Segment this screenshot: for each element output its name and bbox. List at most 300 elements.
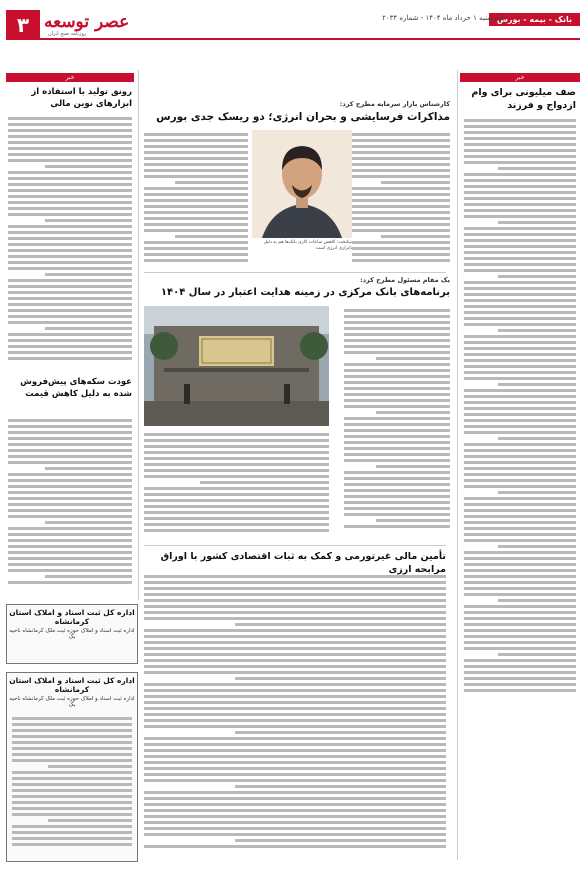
body-text-line — [464, 515, 576, 518]
body-text-line — [464, 377, 576, 380]
body-text-line — [144, 133, 248, 136]
body-text-line — [8, 527, 132, 530]
body-text-line — [144, 139, 248, 142]
main-story-body — [352, 130, 450, 270]
main-story-body-2 — [144, 130, 248, 270]
body-text-line — [144, 469, 329, 472]
body-text-line — [144, 199, 248, 202]
body-text-line — [344, 435, 450, 438]
body-text-line — [144, 791, 446, 794]
body-text-line — [8, 309, 132, 312]
body-text-line — [498, 275, 576, 278]
body-text-line — [498, 221, 576, 224]
body-text-line — [376, 411, 450, 414]
body-text-line — [352, 169, 450, 172]
body-text-line — [144, 809, 446, 812]
body-text-line — [144, 457, 329, 460]
body-text-line — [464, 119, 576, 122]
body-text-line — [144, 647, 446, 650]
body-text-line — [464, 191, 576, 194]
body-text-line — [344, 471, 450, 474]
ad-subtitle: اداره ثبت اسناد و املاک حوزه ثبت ملک کرمانشاه ناحیه یک — [9, 628, 135, 640]
body-text-line — [464, 665, 576, 668]
body-text-line — [464, 605, 576, 608]
story-two-kicker: یک مقام مسئول مطرح کرد: — [360, 276, 450, 284]
body-text-line — [235, 785, 446, 788]
body-text-line — [144, 737, 446, 740]
body-text-line — [8, 473, 132, 476]
body-text-line — [144, 773, 446, 776]
body-text-line — [344, 381, 450, 384]
body-text-line — [352, 163, 450, 166]
body-text-line — [144, 695, 446, 698]
body-text-line — [352, 247, 450, 250]
body-text-line — [376, 519, 450, 522]
body-text-line — [12, 837, 132, 840]
body-text-line — [8, 551, 132, 554]
body-text-line — [12, 789, 132, 792]
body-text-line — [12, 807, 132, 810]
body-text-line — [144, 641, 446, 644]
body-text-line — [45, 219, 132, 222]
body-text-line — [352, 199, 450, 202]
body-text-line — [464, 443, 576, 446]
body-text-line — [464, 389, 576, 392]
left-column-headline-2: عودت سکه‌های پیش‌فروش شده به دلیل کاهش قیمت — [20, 377, 132, 399]
body-text-line — [464, 497, 576, 500]
body-text-line — [344, 327, 450, 330]
body-text-line — [48, 819, 132, 822]
body-text-line — [8, 431, 132, 434]
body-text-line — [8, 515, 132, 518]
body-text-line — [8, 297, 132, 300]
body-text-line — [464, 293, 576, 296]
body-text-line — [8, 195, 132, 198]
body-text-line — [8, 285, 132, 288]
body-text-line — [144, 169, 248, 172]
body-text-line — [464, 587, 576, 590]
body-text-line — [464, 473, 576, 476]
body-text-line — [12, 771, 132, 774]
body-text-line — [8, 497, 132, 500]
body-text-line — [8, 117, 132, 120]
body-text-line — [352, 157, 450, 160]
body-text-line — [144, 211, 248, 214]
body-text-line — [175, 181, 248, 184]
body-text-line — [8, 533, 132, 536]
body-text-line — [464, 425, 576, 428]
body-text-line — [344, 501, 450, 504]
body-text-line — [8, 255, 132, 258]
body-text-line — [464, 239, 576, 242]
body-text-line — [45, 467, 132, 470]
body-text-line — [376, 357, 450, 360]
body-text-line — [344, 441, 450, 444]
body-text-line — [464, 503, 576, 506]
body-text-line — [464, 593, 576, 596]
body-text-line — [344, 495, 450, 498]
body-text-line — [498, 329, 576, 332]
body-text-line — [464, 557, 576, 560]
body-text-line — [352, 229, 450, 232]
body-text-line — [8, 249, 132, 252]
body-text-line — [8, 147, 132, 150]
body-text-line — [144, 487, 329, 490]
body-text-line — [344, 507, 450, 510]
body-text-line — [45, 575, 132, 578]
body-text-line — [8, 569, 132, 572]
body-text-line — [8, 491, 132, 494]
body-text-line — [144, 163, 248, 166]
body-text-line — [144, 145, 248, 148]
ad-subtitle: اداره ثبت اسناد و املاک حوزه ثبت ملک کرمانشاه ناحیه یک — [9, 696, 135, 708]
body-text-line — [464, 683, 576, 686]
body-text-line — [464, 161, 576, 164]
body-text-line — [8, 357, 132, 360]
body-text-line — [144, 187, 248, 190]
body-text-line — [144, 223, 248, 226]
page-number: ۳ — [6, 10, 40, 40]
body-text-line — [8, 563, 132, 566]
body-text-line — [464, 455, 576, 458]
story-divider — [144, 272, 446, 273]
body-text-line — [344, 393, 450, 396]
body-text-line — [344, 363, 450, 366]
body-text-line — [352, 217, 450, 220]
body-text-line — [45, 521, 132, 524]
body-text-line — [235, 623, 446, 626]
body-text-line — [8, 237, 132, 240]
body-text-line — [200, 481, 330, 484]
body-text-line — [144, 175, 248, 178]
body-text-line — [352, 193, 450, 196]
body-text-line — [8, 437, 132, 440]
body-text-line — [12, 783, 132, 786]
body-text-line — [464, 527, 576, 530]
body-text-line — [498, 491, 576, 494]
main-story-headline: مذاکرات فرسایشی و بحران انرژی؛ دو ریسک جدی بورس — [156, 111, 450, 123]
body-text-line — [144, 653, 446, 656]
body-text-line — [352, 145, 450, 148]
body-text-line — [45, 165, 132, 168]
body-text-line — [464, 629, 576, 632]
body-text-line — [464, 311, 576, 314]
body-text-line — [144, 719, 446, 722]
body-text-line — [144, 151, 248, 154]
body-text-line — [344, 375, 450, 378]
body-text-line — [8, 243, 132, 246]
body-text-line — [352, 223, 450, 226]
body-text-line — [464, 215, 576, 218]
body-text-line — [144, 205, 248, 208]
body-text-line — [344, 417, 450, 420]
body-text-line — [8, 449, 132, 452]
body-text-line — [144, 635, 446, 638]
body-text-line — [344, 405, 450, 408]
right-column-tag: خبر — [460, 73, 580, 82]
body-text-line — [8, 557, 132, 560]
body-text-line — [144, 253, 248, 256]
body-text-line — [8, 351, 132, 354]
body-text-line — [344, 345, 450, 348]
right-column-headline: صف میلیونی برای وام ازدواج و فرزند — [471, 87, 576, 111]
body-text-line — [344, 333, 450, 336]
body-text-line — [8, 443, 132, 446]
body-text-line — [144, 193, 248, 196]
body-text-line — [175, 235, 248, 238]
left-column-headline: رونق تولید با استفاده از ابزارهای نوین مالی — [31, 87, 132, 109]
body-text-line — [144, 463, 329, 466]
bottom-story-body — [144, 572, 446, 862]
body-text-line — [45, 273, 132, 276]
body-text-line — [144, 713, 446, 716]
body-text-line — [464, 137, 576, 140]
body-text-line — [464, 509, 576, 512]
body-text-line — [144, 445, 329, 448]
body-text-line — [144, 241, 248, 244]
body-text-line — [344, 399, 450, 402]
body-text-line — [8, 141, 132, 144]
body-text-line — [8, 189, 132, 192]
body-text-line — [8, 279, 132, 282]
body-text-line — [344, 459, 450, 462]
body-text-line — [144, 821, 446, 824]
body-text-line — [8, 509, 132, 512]
body-text-line — [376, 465, 450, 468]
body-text-line — [464, 341, 576, 344]
body-text-line — [144, 683, 446, 686]
body-text-line — [498, 383, 576, 386]
body-text-line — [144, 797, 446, 800]
body-text-line — [8, 455, 132, 458]
body-text-line — [8, 333, 132, 336]
body-text-line — [144, 529, 329, 532]
body-text-line — [464, 281, 576, 284]
body-text-line — [144, 671, 446, 674]
body-text-line — [8, 339, 132, 342]
body-text-line — [464, 617, 576, 620]
body-text-line — [464, 407, 576, 410]
body-text-line — [381, 235, 450, 238]
body-text-line — [344, 309, 450, 312]
body-text-line — [144, 451, 329, 454]
body-text-line — [344, 423, 450, 426]
body-text-line — [12, 843, 132, 846]
body-text-line — [12, 741, 132, 744]
bottom-story-headline: تأمین مالی غیرتورمی و کمک به ثبات اقتصادی کشور با اوراق مرابحه ارزی — [160, 551, 446, 575]
body-text-line — [144, 707, 446, 710]
body-text-line — [464, 569, 576, 572]
body-text-line — [45, 327, 132, 330]
body-text-line — [464, 299, 576, 302]
body-text-line — [144, 689, 446, 692]
body-text-line — [344, 315, 450, 318]
body-text-line — [8, 315, 132, 318]
body-text-line — [352, 259, 450, 262]
body-text-line — [144, 581, 446, 584]
body-text-line — [144, 499, 329, 502]
body-text-line — [464, 581, 576, 584]
body-text-line — [8, 461, 132, 464]
body-text-line — [8, 345, 132, 348]
body-text-line — [344, 453, 450, 456]
body-text-line — [464, 203, 576, 206]
body-text-line — [464, 365, 576, 368]
body-text-line — [464, 257, 576, 260]
body-text-line — [464, 131, 576, 134]
body-text-line — [8, 225, 132, 228]
body-text-line — [464, 671, 576, 674]
body-text-line — [352, 187, 450, 190]
body-text-line — [8, 261, 132, 264]
body-text-line — [12, 831, 132, 834]
body-text-line — [235, 677, 446, 680]
body-text-line — [352, 133, 450, 136]
body-text-line — [12, 747, 132, 750]
story-two-body-2 — [144, 430, 329, 540]
body-text-line — [464, 263, 576, 266]
legal-notice-ad — [6, 604, 138, 664]
body-text-line — [144, 845, 446, 848]
body-text-line — [464, 173, 576, 176]
body-text-line — [8, 153, 132, 156]
body-text-line — [12, 813, 132, 816]
body-text-line — [464, 677, 576, 680]
body-text-line — [464, 647, 576, 650]
body-text-line — [8, 201, 132, 204]
body-text-line — [464, 623, 576, 626]
body-text-line — [12, 753, 132, 756]
body-text-line — [464, 347, 576, 350]
body-text-line — [144, 229, 248, 232]
body-text-line — [8, 231, 132, 234]
body-text-line — [8, 183, 132, 186]
body-text-line — [144, 475, 329, 478]
body-text-line — [464, 419, 576, 422]
body-text-line — [464, 689, 576, 692]
body-text-line — [464, 245, 576, 248]
body-text-line — [344, 525, 450, 528]
body-text-line — [144, 517, 329, 520]
body-text-line — [144, 505, 329, 508]
body-text-line — [464, 533, 576, 536]
body-text-line — [8, 129, 132, 132]
body-text-line — [464, 539, 576, 542]
body-text-line — [464, 371, 576, 374]
body-text-line — [144, 433, 329, 436]
story-divider — [144, 545, 446, 546]
body-text-line — [464, 155, 576, 158]
body-text-line — [8, 135, 132, 138]
body-text-line — [12, 717, 132, 720]
column-divider — [138, 70, 139, 600]
body-text-line — [464, 413, 576, 416]
central-bank-photo — [144, 306, 329, 426]
body-text-line — [144, 767, 446, 770]
body-text-line — [8, 539, 132, 542]
masthead — [6, 10, 580, 40]
body-text-line — [464, 479, 576, 482]
legal-notice-ad — [6, 672, 138, 862]
body-text-line — [352, 175, 450, 178]
body-text-line — [144, 611, 446, 614]
body-text-line — [464, 563, 576, 566]
body-text-line — [8, 171, 132, 174]
body-text-line — [464, 227, 576, 230]
column-divider — [457, 70, 458, 860]
body-text-line — [464, 485, 576, 488]
body-text-line — [12, 801, 132, 804]
logo-tagline: روزنامه صبح ایران — [48, 31, 87, 37]
body-text-line — [8, 321, 132, 324]
body-text-line — [344, 513, 450, 516]
body-text-line — [144, 701, 446, 704]
body-text-line — [464, 197, 576, 200]
body-text-line — [464, 251, 576, 254]
body-text-line — [498, 599, 576, 602]
main-story-photo-caption: نیکبخت: کاهش ساعات کاری بانک‌ها هم به دلیل ناترازی انرژی است — [263, 240, 352, 251]
body-text-line — [464, 659, 576, 662]
body-text-line — [464, 575, 576, 578]
body-text-line — [144, 157, 248, 160]
ad-title: اداره کل ثبت اسناد و املاک استان کرمانشاه — [9, 608, 135, 626]
body-text-line — [144, 599, 446, 602]
body-text-line — [464, 449, 576, 452]
ad-body — [12, 714, 132, 854]
body-text-line — [352, 205, 450, 208]
body-text-line — [344, 321, 450, 324]
body-text-line — [464, 641, 576, 644]
main-story-photo — [252, 130, 352, 238]
body-text-line — [144, 439, 329, 442]
body-text-line — [464, 359, 576, 362]
body-text-line — [464, 125, 576, 128]
body-text-line — [144, 593, 446, 596]
body-text-line — [144, 605, 446, 608]
body-text-line — [8, 503, 132, 506]
body-text-line — [464, 317, 576, 320]
body-text-line — [464, 149, 576, 152]
body-text-line — [8, 123, 132, 126]
body-text-line — [144, 725, 446, 728]
body-text-line — [498, 653, 576, 656]
body-text-line — [235, 839, 446, 842]
body-text-line — [464, 431, 576, 434]
body-text-line — [464, 305, 576, 308]
body-text-line — [464, 179, 576, 182]
body-text-line — [352, 241, 450, 244]
body-text-line — [12, 825, 132, 828]
body-text-line — [464, 143, 576, 146]
body-text-line — [12, 759, 132, 762]
body-text-line — [498, 167, 576, 170]
body-text-line — [144, 665, 446, 668]
body-text-line — [235, 731, 446, 734]
left-column-body-2 — [8, 416, 132, 591]
body-text-line — [464, 209, 576, 212]
body-text-line — [8, 425, 132, 428]
body-text-line — [381, 181, 450, 184]
body-text-line — [8, 479, 132, 482]
newspaper-logo: عصر توسعه — [44, 12, 130, 32]
body-text-line — [464, 323, 576, 326]
body-text-line — [464, 461, 576, 464]
body-text-line — [144, 827, 446, 830]
body-text-line — [12, 735, 132, 738]
body-text-line — [144, 815, 446, 818]
body-text-line — [498, 545, 576, 548]
body-text-line — [144, 259, 248, 262]
